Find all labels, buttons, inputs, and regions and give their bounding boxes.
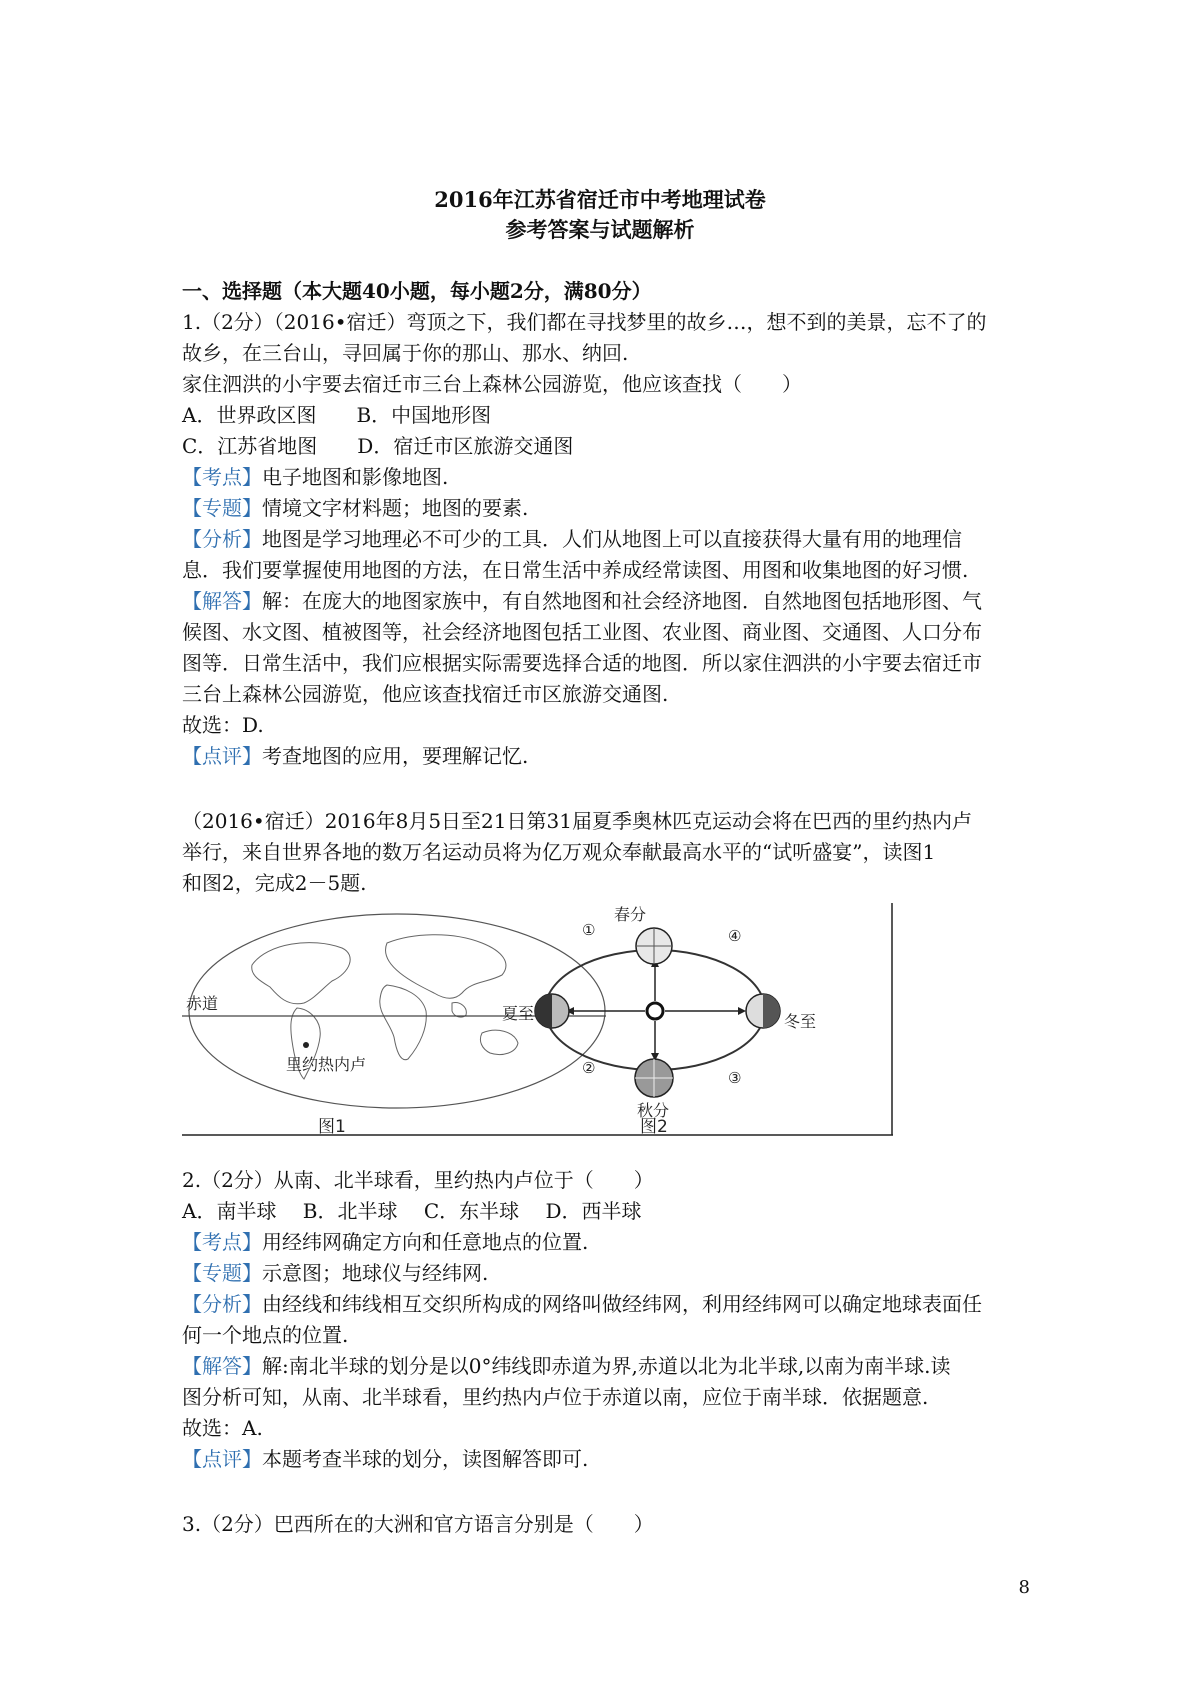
q2-answer: 故选：A. bbox=[182, 1416, 263, 1440]
jieda-tag: 【解答】 bbox=[182, 1354, 262, 1378]
dianping-tag: 【点评】 bbox=[182, 744, 262, 768]
fenxi-text: 由经线和纬线相互交织所构成的网络叫做经纬网，利用经纬网可以确定地球表面任 bbox=[262, 1292, 982, 1316]
fig1-caption: 图1 bbox=[318, 1117, 346, 1136]
zhuanti-text: 示意图；地球仪与经纬网. bbox=[262, 1261, 489, 1285]
fenxi-tag: 【分析】 bbox=[182, 1292, 262, 1316]
q1-jieda-line2: 候图、水文图、植被图等，社会经济地图包括工业图、农业图、商业图、交通图、人口分布 bbox=[182, 620, 982, 644]
jieda-text: 解:南北半球的划分是以0°纬线即赤道为界,赤道以北为北半球,以南为南半球.读 bbox=[262, 1354, 951, 1378]
zhuanti-text: 情境文字材料题；地图的要素. bbox=[262, 496, 529, 520]
q1-options-cd: C．江苏省地图 D．宿迁市区旅游交通图 bbox=[182, 434, 574, 458]
passage-line2: 举行，来自世界各地的数万名运动员将为亿万观众奉献最高水平的“试听盛宴”，读图1 bbox=[182, 840, 936, 864]
dianping-text: 本题考查半球的划分，读图解答即可. bbox=[262, 1447, 589, 1471]
orbit-marker-1: ① bbox=[582, 921, 596, 939]
dianping-text: 考查地图的应用，要理解记忆. bbox=[262, 744, 529, 768]
q1-answer: 故选：D. bbox=[182, 713, 264, 737]
jieda-tag: 【解答】 bbox=[182, 589, 262, 613]
rio-label: 里约热内卢 bbox=[286, 1055, 367, 1074]
q2-kaodian bbox=[182, 1228, 588, 1256]
orbit-marker-2: ② bbox=[582, 1059, 596, 1077]
fenxi-tag: 【分析】 bbox=[182, 527, 262, 551]
q1-jieda-line3: 图等．日常生活中，我们应根据实际需要选择合适的地图．所以家住泗洪的小宇要去宿迁市 bbox=[182, 651, 982, 675]
spring-equinox-label: 春分 bbox=[614, 905, 647, 924]
passage-line3: 和图2，完成2－5题. bbox=[182, 871, 367, 895]
q1-fenxi-line2: 息．我们要掌握使用地图的方法，在日常生活中养成经常读图、用图和收集地图的好习惯. bbox=[182, 558, 969, 582]
summer-solstice-label: 夏至 bbox=[502, 1004, 535, 1023]
q2-jieda bbox=[182, 1352, 951, 1380]
zhuanti-tag: 【专题】 bbox=[182, 1261, 262, 1285]
q2-zhuanti bbox=[182, 1259, 488, 1287]
orbit-marker-4: ④ bbox=[728, 927, 742, 945]
q1-kaodian bbox=[182, 463, 448, 491]
fenxi-text: 地图是学习地理必不可少的工具．人们从地图上可以直接获得大量有用的地理信 bbox=[262, 527, 962, 551]
q2-jieda-line2: 图分析可知，从南、北半球看，里约热内卢位于赤道以南，应位于南半球．依据题意. bbox=[182, 1385, 929, 1409]
dianping-tag: 【点评】 bbox=[182, 1447, 262, 1471]
q3-stem: 3.（2分）巴西所在的大洲和官方语言分别是（ ） bbox=[182, 1512, 654, 1536]
q1-jieda bbox=[182, 587, 982, 615]
q1-jieda-line4: 三台上森林公园游览，他应该查找宿迁市区旅游交通图. bbox=[182, 682, 669, 706]
equator-label: 赤道 bbox=[186, 994, 219, 1013]
orbit-figure bbox=[502, 905, 816, 1136]
q1-stem-line1: 1.（2分）（2016•宿迁）弯顶之下，我们都在寻找梦里的故乡…，想不到的美景，忘不了的 bbox=[182, 310, 987, 334]
document-subtitle: 参考答案与试题解析 bbox=[505, 217, 695, 242]
section-heading: 一、选择题（本大题40小题，每小题2分，满80分） bbox=[182, 279, 652, 303]
q1-fenxi bbox=[182, 525, 962, 553]
zhuanti-tag: 【专题】 bbox=[182, 496, 262, 520]
kaodian-tag: 【考点】 bbox=[182, 1230, 262, 1254]
winter-solstice-label: 冬至 bbox=[784, 1012, 817, 1031]
autumn-equinox-label: 秋分 bbox=[637, 1101, 670, 1120]
document-title: 2016年江苏省宿迁市中考地理试卷 bbox=[434, 187, 766, 212]
kaodian-text: 用经纬网确定方向和任意地点的位置. bbox=[262, 1230, 589, 1254]
q2-options: A．南半球 B．北半球 C．东半球 D．西半球 bbox=[182, 1199, 642, 1223]
kaodian-tag: 【考点】 bbox=[182, 465, 262, 489]
figure-map-and-orbit bbox=[182, 903, 894, 1136]
q1-dianping bbox=[182, 742, 528, 770]
orbit-marker-3: ③ bbox=[728, 1069, 742, 1087]
q1-options-ab: A．世界政区图 B．中国地形图 bbox=[182, 403, 492, 427]
fig2-caption: 图2 bbox=[640, 1117, 668, 1136]
page-number: 8 bbox=[1018, 1577, 1030, 1598]
q2-fenxi-line2: 何一个地点的位置. bbox=[182, 1323, 349, 1347]
q1-stem-line2: 故乡，在三台山，寻回属于你的那山、那水、纳回. bbox=[182, 341, 629, 365]
kaodian-text: 电子地图和影像地图. bbox=[262, 465, 449, 489]
q1-zhuanti bbox=[182, 494, 528, 522]
q2-stem: 2.（2分）从南、北半球看，里约热内卢位于（ ） bbox=[182, 1168, 654, 1192]
q1-stem-line3: 家住泗洪的小宇要去宿迁市三台上森林公园游览，他应该查找（ ） bbox=[182, 372, 802, 396]
q2-fenxi bbox=[182, 1290, 982, 1318]
q2-dianping bbox=[182, 1445, 588, 1473]
passage-line1: （2016•宿迁）2016年8月5日至21日第31届夏季奥林匹克运动会将在巴西的里约热内卢 bbox=[182, 809, 972, 833]
jieda-text: 解：在庞大的地图家族中，有自然地图和社会经济地图．自然地图包括地形图、气 bbox=[262, 589, 982, 613]
